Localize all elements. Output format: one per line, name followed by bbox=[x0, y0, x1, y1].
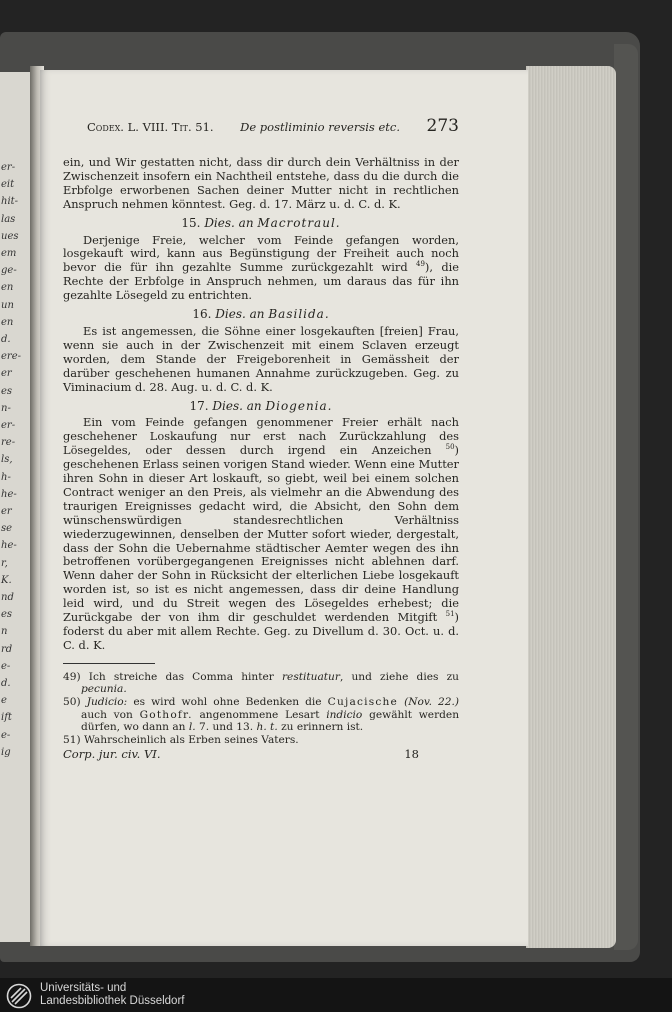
left-page-fragment-text: ere- bbox=[1, 351, 21, 363]
left-page-fragment-text: er- bbox=[1, 162, 16, 173]
left-page-fragment-text: es bbox=[1, 609, 13, 621]
footnote-rule bbox=[63, 663, 155, 664]
left-page-fragment-text: ift bbox=[1, 712, 12, 724]
left-page-fragment-text: las bbox=[1, 213, 16, 225]
left-page-fragment-text: e- bbox=[1, 729, 11, 741]
left-page-fragment-text: se bbox=[1, 523, 13, 535]
left-page-fragment-text: h- bbox=[1, 471, 11, 483]
left-page-fragment-text: e- bbox=[1, 660, 11, 672]
page-foot bbox=[63, 748, 459, 762]
left-page-fragment-text: K. bbox=[1, 574, 12, 586]
footnote-ref-50: 50 bbox=[445, 443, 455, 452]
left-page-fragment-text: em bbox=[1, 248, 17, 259]
left-page-fragment-text: he- bbox=[1, 540, 17, 552]
header-codex: Codex. L. VIII. Tit. 51. bbox=[87, 120, 214, 134]
intro-paragraph: ein, und Wir gestatten nicht, dass dir durch dein Verhältniss in der Zwischenzeit insofern ein Nachtheil entstehe, dass du die durch die Erbfolge erworbenen Sachen deiner Mutter nicht in rechtlichen Anspruch nehmen könntest. Geg. d. 17. März u. d. C. d. K. bbox=[63, 155, 459, 211]
book-spine bbox=[614, 44, 638, 950]
left-page-fragment-text: er bbox=[1, 506, 12, 517]
left-page-fragment-text: d. bbox=[1, 334, 11, 345]
left-page-fragment-text: n bbox=[1, 626, 8, 638]
left-page-fragment-text: er bbox=[1, 368, 12, 380]
left-page-fragment-text: nd bbox=[1, 592, 14, 603]
left-page-fragment-text: en bbox=[1, 316, 14, 328]
left-page-fragment-text: e bbox=[1, 695, 7, 707]
left-page-fragment-text: eit bbox=[1, 179, 15, 191]
section-17-text: Ein vom Feinde gefangen genommener Freier erhält nach geschehener Loskaufung nur erst nach Zurückzahlung des Lösegeldes, oder dessen durch irgend ein Anzeichen $^{50}$) geschehenen Erlass seinen vorigen Stand wieder. Wenn eine Mutter ihren Sohn in dieser Art loskauft, so giebt, weil bei einem solchen Contract weniger an den Preis, als vielmehr an die Abwendung des traurigen Ereignisses gedacht wird, die Absicht, den Sohn dem wünschenswürdigen standesrechtlichen Verhältniss wiederzugewinnen, denselben der Mutter sofort wieder, dergestalt, dass der Sohn die Uebernahme städtischer Aemter wegen des ihn betroffenen vorübergegangenen Ereignisses nicht ablehnen darf. Wenn daher der Sohn in Rücksicht der elterlichen Liebe losgekauft worden ist, so ist es nicht angemessen, dass dir deine Handlung leid wird, und du Streit wegen des Lösegeldes erhebest; die Zurückgabe der von ihm dir geschuldet werdenden Mitgift $^{51}$) foderst du aber mit allem Rechte. Geg. zu Divellum d. 30. Oct. u. d. C. d. K. bbox=[63, 415, 459, 652]
left-page-fragment-text: hit- bbox=[1, 196, 19, 208]
left-page-fragment-text: ues bbox=[1, 230, 19, 242]
left-page-fragment-text: er- bbox=[1, 420, 16, 431]
library-name-line1: Universitäts- und bbox=[40, 982, 127, 994]
library-logo-icon bbox=[6, 983, 32, 1009]
left-page-fragment-text: ge- bbox=[1, 265, 17, 277]
section-title-16: 16. Dies. an Basilida. bbox=[192, 307, 330, 322]
library-name bbox=[40, 982, 184, 1008]
library-name-line2: Landesbibliothek Düsseldorf bbox=[40, 995, 185, 1007]
page-text bbox=[63, 116, 460, 762]
left-page-fragment-text: es bbox=[1, 385, 13, 397]
left-page-fragment-text: d. bbox=[1, 678, 11, 689]
left-page-fragment-text: n- bbox=[1, 402, 11, 414]
left-page-fragment-text: un bbox=[1, 299, 14, 311]
left-page-fragment-text: ig bbox=[1, 746, 11, 758]
footnote-51: 51) Wahrscheinlich als Erben seines Vaters. bbox=[63, 733, 299, 746]
section-title-17: 17. Dies. an Diogenia. bbox=[189, 398, 333, 413]
page-edges bbox=[526, 66, 616, 948]
page-number: 273 bbox=[426, 116, 459, 136]
footnote-50: 50) Judicio: es wird wohl ohne Bedenken die Cujacische (Nov. 22.) auch von Gothofr. angenommene Lesart indicio gewählt werden dürfen, wo dann an l. 7. und 13. h. t. zu erinnern ist. bbox=[63, 696, 460, 734]
left-page-fragment-text: en bbox=[1, 282, 14, 294]
left-page-fragment-text: ls, bbox=[1, 454, 13, 466]
left-page-fragment-text: re- bbox=[1, 437, 16, 449]
running-header bbox=[87, 116, 459, 142]
left-page-fragment-text: he- bbox=[1, 488, 17, 500]
footnote-49: 49) Ich streiche das Comma hinter restituatur, und ziehe dies zu pecunia. bbox=[63, 670, 459, 696]
header-title: De postliminio reversis etc. bbox=[240, 120, 400, 134]
section-title-15: 15. Dies. an Macrotraul. bbox=[181, 215, 341, 230]
footnote-ref-51: 51 bbox=[445, 610, 455, 619]
sheet-signature: Corp. jur. civ. VI. bbox=[63, 747, 161, 762]
left-page-fragment-text: r, bbox=[1, 557, 8, 569]
section-16-text: Es ist angemessen, die Söhne einer losgekauften [freien] Frau, wenn sie auch in der Zwischenzeit mit einem Sclaven erzeugt worden, dem Stande der Freigeborenheit in Gemässheit der darüber geschehenen humanen Annahme zurückzugeben. Geg. zu Viminacium d. 28. Aug. u. d. C. d. K. bbox=[63, 323, 459, 394]
left-page-fragment-text: rd bbox=[1, 643, 13, 655]
footnote-ref-49: 49 bbox=[415, 260, 425, 269]
section-15-text: Derjenige Freie, welcher vom Feinde gefangen worden, losgekauft wird, kann aus Begünstigung der Freiheit auch noch bevor die für ihn gezahlte Summe zurückgezahlt wird $^{49}$), die Rechte der Erbfolge in Anspruch nehmen, um daraus das für ihn gezahlte Lösegeld zu entrichten. bbox=[63, 232, 459, 303]
sheet-number: 18 bbox=[404, 747, 419, 762]
